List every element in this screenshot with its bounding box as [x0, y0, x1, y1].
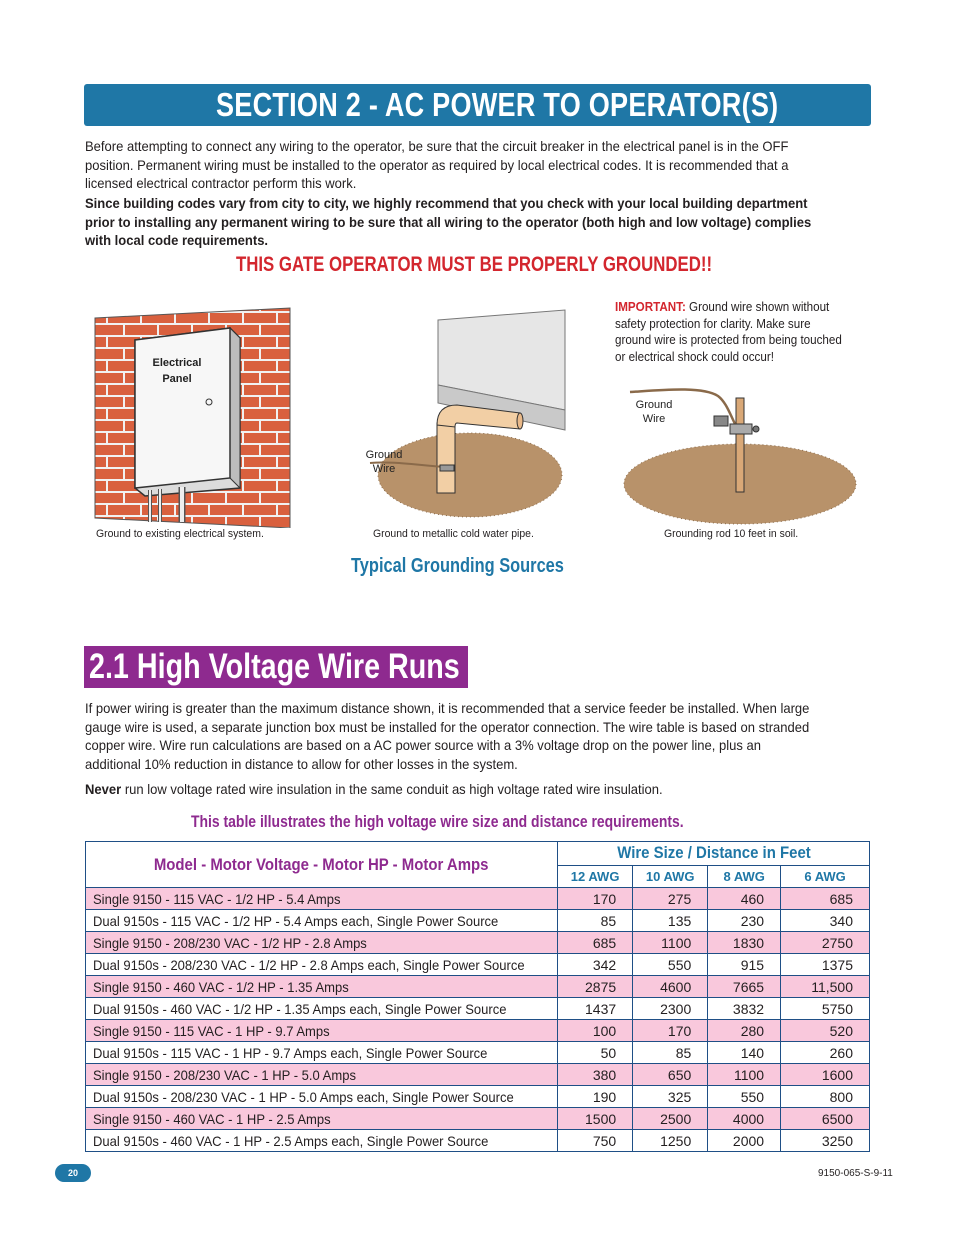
distance-cell: 170 [558, 888, 633, 910]
table-row [86, 1086, 870, 1108]
distance-cell: 1500 [558, 1108, 633, 1130]
model-cell: Dual 9150s - 208/230 VAC - 1/2 HP - 2.8 Amps each, Single Power Source [86, 954, 558, 976]
table-row [86, 954, 870, 976]
table-caption: This table illustrates the high voltage wire size and distance requirements. [191, 812, 684, 831]
distance-cell: 170 [633, 1020, 708, 1042]
distance-cell: 5750 [781, 998, 870, 1020]
header-wire-size: Wire Size / Distance in Feet [558, 842, 870, 866]
distance-cell: 6500 [781, 1108, 870, 1130]
intro-bold-paragraph: Since building codes vary from city to city, we highly recommend that you check with your local building department prior to installing any permanent wiring to be sure that all wiring to the operator (both high and low voltage) complies with local code requirements. [85, 195, 812, 248]
never-text: run low voltage rated wire insulation in the same conduit as high voltage rated wire insulation. [121, 781, 663, 797]
header-model: Model - Motor Voltage - Motor HP - Motor Amps [86, 842, 558, 888]
important-text: Ground wire shown without safety protection for clarity. Make sure ground wire is protected from being touched or electrical shock could occur! [615, 300, 842, 364]
document-code: 9150-065-S-9-11 [818, 1168, 893, 1179]
model-cell: Single 9150 - 208/230 VAC - 1 HP - 5.0 Amps [86, 1064, 558, 1086]
wire-size-table [85, 841, 870, 1152]
model-cell: Dual 9150s - 115 VAC - 1 HP - 9.7 Amps each, Single Power Source [86, 1042, 558, 1064]
caption-electrical-system: Ground to existing electrical system. [96, 528, 264, 540]
table-row [86, 1130, 870, 1152]
model-cell: Dual 9150s - 460 VAC - 1 HP - 2.5 Amps each, Single Power Source [86, 1130, 558, 1152]
caption-grounding-rod: Grounding rod 10 feet in soil. [664, 528, 799, 540]
ground-wire-label-1a: Ground [365, 449, 403, 461]
distance-cell: 650 [633, 1064, 708, 1086]
model-cell: Single 9150 - 208/230 VAC - 1/2 HP - 2.8 Amps [86, 932, 558, 954]
distance-cell: 550 [633, 954, 708, 976]
model-cell: Dual 9150s - 115 VAC - 1/2 HP - 5.4 Amps each, Single Power Source [86, 910, 558, 932]
electrical-panel-illustration [90, 300, 295, 528]
distance-cell: 50 [558, 1042, 633, 1064]
grounding-rod-illustration [622, 380, 862, 530]
important-note [615, 299, 848, 365]
distance-cell: 2000 [708, 1130, 781, 1152]
distance-cell: 3250 [781, 1130, 870, 1152]
header-awg-8: 8 AWG [708, 865, 781, 888]
distance-cell: 280 [708, 1020, 781, 1042]
section-banner [84, 84, 871, 126]
table-row [86, 932, 870, 954]
distance-cell: 1100 [633, 932, 708, 954]
table-row [86, 1108, 870, 1130]
distance-cell: 11,500 [781, 976, 870, 998]
distance-cell: 140 [708, 1042, 781, 1064]
water-pipe-illustration [360, 305, 570, 525]
table-row [86, 888, 870, 910]
distance-cell: 1830 [708, 932, 781, 954]
distance-cell: 550 [708, 1086, 781, 1108]
distance-cell: 2875 [558, 976, 633, 998]
distance-cell: 342 [558, 954, 633, 976]
never-paragraph [85, 780, 816, 799]
distance-cell: 260 [781, 1042, 870, 1064]
distance-cell: 2300 [633, 998, 708, 1020]
distance-cell: 135 [633, 910, 708, 932]
intro-paragraph: Before attempting to connect any wiring to the operator, be sure that the circuit breaker in the electrical panel is in the OFF position. Permanent wiring must be installed to the operator as required by local electrical codes. It is recommended that a licensed electrical contractor perform this work. [85, 138, 789, 191]
page-number: 20 [55, 1164, 91, 1182]
ground-wire-label-2b: Wire [642, 413, 666, 425]
important-label: IMPORTANT: [615, 300, 686, 314]
distance-cell: 1100 [708, 1064, 781, 1086]
distance-cell: 190 [558, 1086, 633, 1108]
distance-cell: 1375 [781, 954, 870, 976]
distance-cell: 230 [708, 910, 781, 932]
table-row [86, 976, 870, 998]
distance-cell: 2500 [633, 1108, 708, 1130]
header-awg-10: 10 AWG [633, 865, 708, 888]
distance-cell: 4000 [708, 1108, 781, 1130]
distance-cell: 85 [558, 910, 633, 932]
distance-cell: 750 [558, 1130, 633, 1152]
distance-cell: 685 [781, 888, 870, 910]
table-row [86, 1042, 870, 1064]
subsection-title: 2.1 High Voltage Wire Runs [89, 647, 460, 686]
distance-cell: 1437 [558, 998, 633, 1020]
distance-cell: 520 [781, 1020, 870, 1042]
distance-cell: 4600 [633, 976, 708, 998]
model-cell: Single 9150 - 460 VAC - 1/2 HP - 1.35 Amps [86, 976, 558, 998]
wire-run-paragraph: If power wiring is greater than the maximum distance shown, it is recommended that a service feeder be installed. When large gauge wire is used, a separate junction box must be installed for the operator connection. The wire table is based on stranded copper wire. Wire run calculations are based on a AC power source with a 3% voltage drop on the power line, plus an additional 10% reduction in distance to allow for other losses in the system. [85, 700, 810, 772]
grounding-warning: THIS GATE OPERATOR MUST BE PROPERLY GROUNDED!! [236, 253, 713, 276]
distance-cell: 325 [633, 1086, 708, 1108]
distance-cell: 1600 [781, 1064, 870, 1086]
distance-cell: 380 [558, 1064, 633, 1086]
panel-label-2: Panel [162, 373, 192, 385]
caption-water-pipe: Ground to metallic cold water pipe. [373, 528, 534, 540]
typical-grounding-title: Typical Grounding Sources [351, 555, 564, 577]
distance-cell: 1250 [633, 1130, 708, 1152]
distance-cell: 685 [558, 932, 633, 954]
distance-cell: 275 [633, 888, 708, 910]
panel-label-1: Electrical [152, 357, 202, 369]
distance-cell: 7665 [708, 976, 781, 998]
model-cell: Single 9150 - 115 VAC - 1 HP - 9.7 Amps [86, 1020, 558, 1042]
model-cell: Single 9150 - 460 VAC - 1 HP - 2.5 Amps [86, 1108, 558, 1130]
model-cell: Dual 9150s - 208/230 VAC - 1 HP - 5.0 Amps each, Single Power Source [86, 1086, 558, 1108]
model-cell: Single 9150 - 115 VAC - 1/2 HP - 5.4 Amps [86, 888, 558, 910]
subsection-banner [84, 646, 468, 688]
distance-cell: 915 [708, 954, 781, 976]
distance-cell: 3832 [708, 998, 781, 1020]
ground-wire-label-2a: Ground [635, 399, 673, 411]
model-cell: Dual 9150s - 460 VAC - 1/2 HP - 1.35 Amps each, Single Power Source [86, 998, 558, 1020]
table-row [86, 1064, 870, 1086]
table-row [86, 998, 870, 1020]
table-row [86, 910, 870, 932]
distance-cell: 460 [708, 888, 781, 910]
distance-cell: 340 [781, 910, 870, 932]
distance-cell: 85 [633, 1042, 708, 1064]
header-awg-6: 6 AWG [781, 865, 870, 888]
never-label: Never [85, 781, 122, 797]
distance-cell: 2750 [781, 932, 870, 954]
distance-cell: 800 [781, 1086, 870, 1108]
header-awg-12: 12 AWG [558, 865, 633, 888]
table-row [86, 1020, 870, 1042]
section-title: SECTION 2 - AC POWER TO OPERATOR(S) [216, 86, 779, 123]
distance-cell: 100 [558, 1020, 633, 1042]
ground-wire-label-1b: Wire [372, 463, 396, 475]
